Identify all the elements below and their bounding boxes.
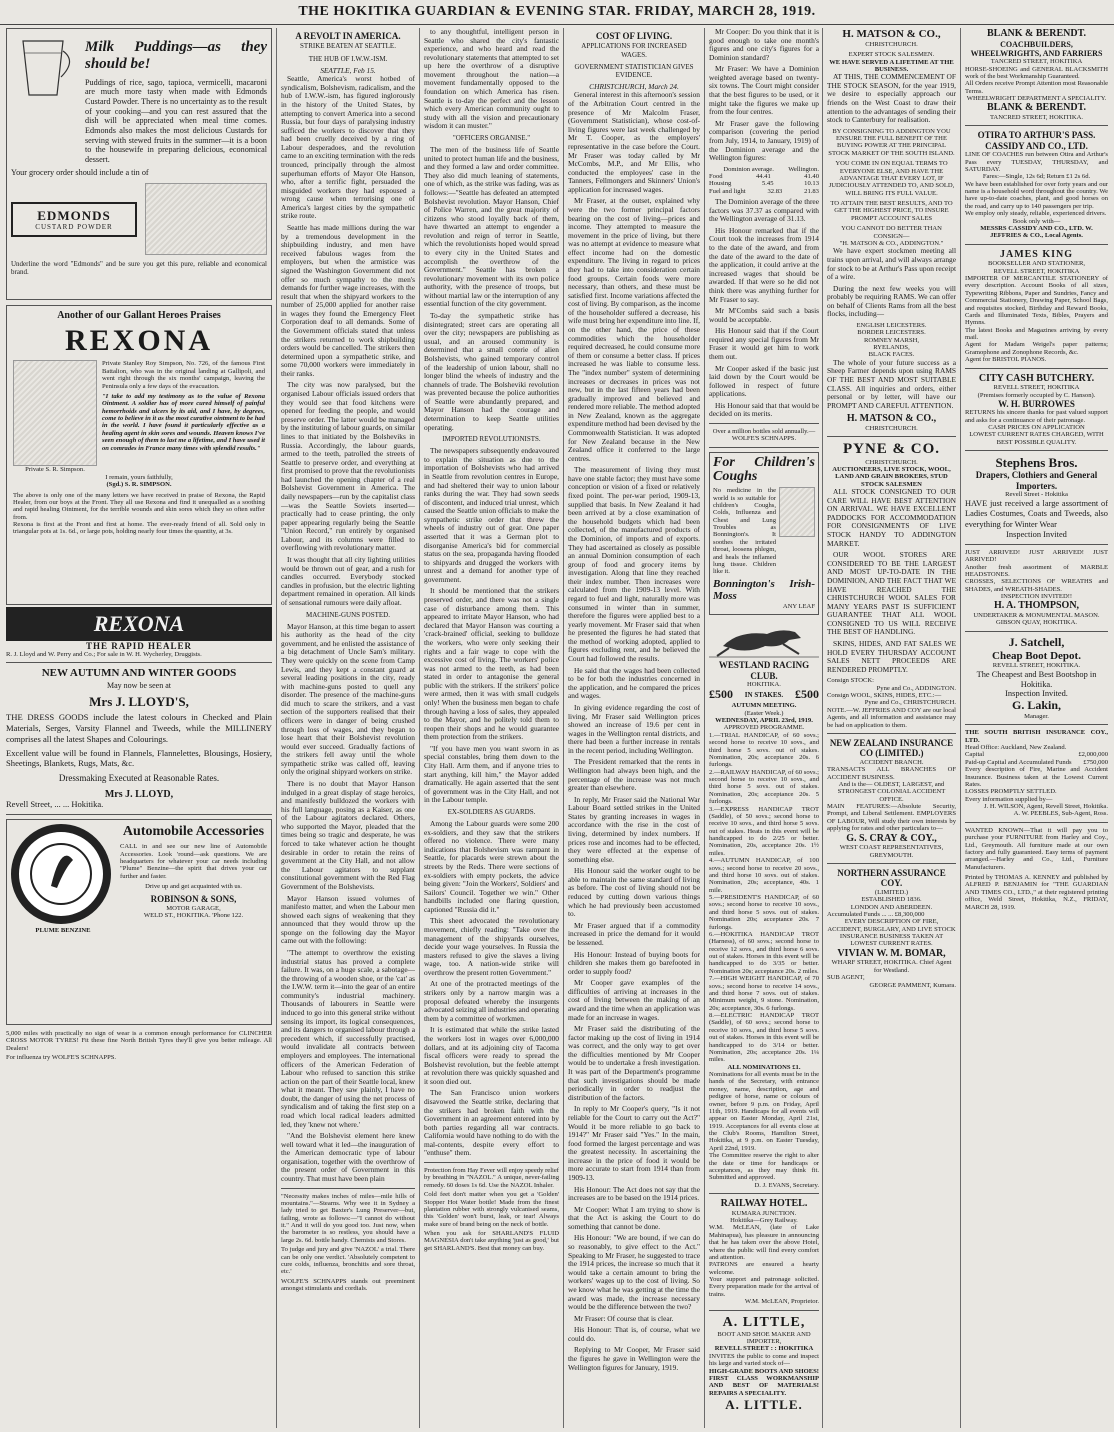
pyne-consign: Consign WOOL, SKINS, HIDES, ETC.:— [827, 692, 942, 700]
berendt-address: TANCRED STREET, HOKITIKA [990, 58, 1083, 66]
lloyd-name: Mrs J. LLOYD'S, [89, 694, 189, 710]
king-trade: BOOKSELLER AND STATIONER, [987, 260, 1086, 268]
wolfe-ad: For influenza try WOLFE'S SCHNAPPS. [6, 1054, 117, 1062]
paragraph: The Dominion average of the three factors was 37.37 as compared with the Wellington average of 31.13. [709, 197, 819, 224]
berendt-body: HORSE-SHOEING and GENERAL BLACKSMITH work of the best Workmanship Guaranteed. [965, 65, 1108, 80]
racing-terms: Nominations for all events must be in the hands of the Secretary, with entrance money, name, description, age and pedigree of horse, name or colours of owner, before 9 p.m. on Friday, April 11th, 1919. Handicaps for all events will appear on Easter Monday, April 21st, 1919. Acceptances for all events close at the Club's Rooms, Hamilton Street, Hokitika, at 9 p.m. on Easter Tuesday, April 22nd, 1919. [709, 1071, 819, 1152]
family-illustration [145, 183, 267, 255]
british-sig: J. H. WILSON, Agent, Revell Street, Hokitika. [983, 803, 1108, 811]
satchell-body: The Cheapest and Best Bootshop in Hokitika. [976, 669, 1097, 689]
little-trade: BOOT AND SHOE MAKER AND IMPORTER, [717, 1330, 811, 1346]
rexona-quote: "I take to add my testimony as to the value of Rexona Ointment. A soldier has of more cured himself of painful hemorrhoids and ulcers by its aid, and I have, by degrees, come to believe in it as the most curative ointment to be had in the world. I have found it particularly effective as a healing agent in skin sores and wounds. Heaven knows I've seen enough of them to last me a lifetime, and I have used it on comrades in France many times with splendid results." [102, 392, 266, 452]
paragraph: Mr Fraser: We have a Dominion weighted average based on twenty-six towns. The Court might consider that the best figures to be used, or it might take the figures we make up from the four centres. [709, 64, 819, 117]
otira-body: We have been established for over forty years and our name is a household word throughout the country. We have up-to-date coaches, plant, and good horses on the road, and carry up to 140 passengers per trip. [965, 180, 1108, 210]
paragraph: It should be mentioned that the strikers preserved order, and there was not a single case of disturbance among them. This appeared to irritate Mayor Hanson, who had declared that Mayor Hanson was courting a 'crack-brained' official, seeking to bulldoze the workers, who were only seeking their rights and a fair wage to cope with the excessive cost of living. The workers' police was not armed to the teeth, as had been stated in order to antagonise the general public with the strikers. If the strikers' police were armed, then it was with small cudgels only! When the business men began to chafe through having a loss of sales, they appealed to the Mayor, and he politely told them to reopen their shops and he would guarantee them protection from the strikers. [424, 586, 559, 742]
column-6 [827, 28, 956, 1426]
northern-funds: Accumulated Funds ... ... £8,300,000 [827, 910, 925, 918]
plume-body: CALL in and see our new line of Automobile Accessories. Look 'round—ask questions. We are headquarters for whatever your car needs including "Plume" Benzine—the spirit that drives your car further and faster. [120, 843, 267, 880]
rexona-ad [6, 305, 272, 605]
paragraph: Mayor Hanson, at this time began to assert his authority as the head of the city government, and he enlisted the assistance of a big detachment of Uncle Sam's military. They were quickly on the scene from Camp Lewis, and they kept a constant guard at several leading positions in the city, ready with machine-guns posted to quell any disorder. The presence of the machine-guns did much to scare the strikers, and a vast section of the supporters realised that their officers were in danger of being crushed through loss of wages, and they began to lose heart that their Bolshevist revolution would ever succeed. Gradually factions of the strikers fell away until the whole sympathetic strike was called off, leaving only the original shipyard workers on strike. [281, 621, 415, 777]
racing-event: 8.—ELECTRIC HANDICAP TROT (Saddle), of 60 sovs.; second horse to receive 10 sovs., and third horse 5 sovs. out of stakes. Horses in this event will be handicapped to do 3/14 or better. Nomination, 20s; acceptance 20s. 1¼ miles. [709, 1012, 819, 1064]
racing-nominations: ALL NOMINATIONS £1. [727, 1063, 801, 1071]
matson-block: YOU CANNOT DO BETTER THAN CONSIGN— [841, 225, 942, 240]
pyne-name: PYNE & CO. [842, 441, 941, 458]
racing-event: 2.—RAILWAY HANDICAP, of 60 sovs.; second horse to receive 10 sovs., and third horse 5 sovs. out of stakes. Nomination, 20s; acceptance 20s. 5 furlongs. [709, 768, 819, 806]
dateline: CHRISTCHURCH, March 24. [589, 81, 679, 91]
berendt-body: All Orders receive Prompt Attention most Reasonable Terms. [965, 80, 1108, 95]
paragraph: SKINS, HIDES, AND FAT SALES WE HOLD EVERY THURSDAY ACCOUNT SALES NETT PROCEEDS ARE RENDERED PROMPTLY. [827, 639, 956, 674]
nz-insurance-name: NEW ZEALAND INSURANCE CO (LIMITED.) [829, 737, 954, 759]
matson-expert: EXPERT STOCK SALESMEN. [848, 51, 935, 59]
lloyd-ad [6, 667, 272, 810]
paragraph: Mr Fraser: Of course that is clear. [574, 1313, 674, 1323]
satchell-manager: G. Lakin, [1011, 698, 1062, 713]
northern-sub: SUB AGENT, [827, 974, 865, 982]
matson-block: TO ATTAIN THE BEST RESULTS, AND TO GET THE HIGHEST PRICE, TO INSURE PROMPT ACCOUNT SALES [830, 200, 953, 222]
paragraph: His Honour remarked that if the Court took the increases from 1914 to the date of the award, and from the date of the award to the date of the application, it could arrive at the increased wages that should be awarded. If that were so he did not think there was anything further for Mr Fraser to say. [709, 225, 819, 304]
column-rule [822, 28, 823, 1428]
matson-block: BY CONSIGNING TO ADDINGTON YOU ENSURE THE FULL BENEFIT OF THE BUYING POWER AT THE PRINCIPAL STOCK MARKET OF THE SOUTH ISLAND. [828, 127, 955, 157]
racing-event: 3.—EXPRESS HANDICAP TROT (Saddle), of 50 sovs.; second horse to receive 10 sovs., and third horse 5 sovs. out of stakes. Heats in this event will be handicapped to do 2/25 or better. Nomination, 20s, acceptance 20s. 1½ miles. [709, 805, 819, 857]
article-subhead: APPLICATIONS FOR INCREASED WAGES. [581, 42, 687, 59]
racing-event: 6.—HOKITIKA HANDICAP TROT (Harness), of 60 sovs.; second horse to receive 12 sovs., and third horse 6 sovs. out of stakes. Horses in this event will be handicapped to do 3/35 or better. Nomination 20s; acceptance 20s. 2 miles. [709, 930, 819, 975]
racing-programme: APPROVED PROGRAMME. [723, 724, 805, 732]
butchery-body: LOWEST CURRENT RATES CHARGED, WITH BEST POSSIBLE QUALITY. [969, 431, 1104, 446]
paragraph: In reply to Mr Cooper's query, "Is it not reliable for the Court to carry out the Act?" Would it be more reliable to go back to 1914?" Mr Fraser said "Yes." In the main, food formed the largest percentage and was the greatest necessity. In ascertaining the increase in the price of food it would be more accurate to start from 1914 than from 1909-13. [568, 1104, 700, 1182]
column-rule [563, 28, 564, 1428]
british-name: THE SOUTH BRITISH INSURANCE COY., LTD. [965, 729, 1108, 744]
stephens-address: Revell Street - Hokitika [1005, 491, 1068, 499]
berendt-name: BLANK & BERENDT. [987, 28, 1086, 39]
racing-stakes: £500 IN STAKES. £500 [709, 687, 819, 702]
lloyd-body2: Excellent value will be found in Flannels, Flannelettes, Blousings, Hosiery, Sheetings, Blankets, Rugs, Mats, &c. [6, 747, 272, 769]
table-row: Paid-up Capital and Accumulated Funds £750,000 [965, 758, 1108, 766]
paragraph: He said that the wages had been collected to be for both the industries concerned in the application, and he compared the prices and wages. [568, 665, 700, 701]
paragraph: AT THIS, THE COMMENCEMENT OF THE STOCK SEASON, for the year 1919, we desire to especially approach our friends on the West Coast to draw their attention to the advantages of sending their stock to Canterbury for realisation. [827, 72, 956, 125]
paragraph: There is no doubt that Mayor Hanson indulged in a great display of stage heroics, and manifestly bulldozed the workers with his full language, posing as a Kaiser, as one of the Labour agitators declared. Others, who supported the Mayor, pleaded that the times being so tragic and desperate, he was forced to take whatever action he thought desirable in order to retain the reins of government at the City Hall, and not allow the Labour agitators to supplant constitutional government with the Red Flag Government of the Bolshevists. [281, 779, 415, 891]
nz-insurance-sig2: WEST COAST REPRESENTATIVES, GREYMOUTH. [839, 844, 944, 859]
satchell-address: REVELL STREET, HOKITIKA. [992, 662, 1081, 670]
paragraph: Mr M'Combs said such a basis would be acceptable. [709, 306, 819, 324]
article-subhead: THE HUB OF I.W.W.-ISM. [308, 54, 388, 63]
small-ad: When you ask for SHARLAND'S FLUID MAGNESIA don't take anything 'just as good,' but get SHARLAND'S. Best that money can buy. [424, 1230, 559, 1252]
berendt-trade: COACHBUILDERS, WHEELWRIGHTS, AND FARRIERS [970, 39, 1103, 58]
satchell-role: Manager. [1024, 712, 1049, 720]
butchery-body: CASH PRICES ON APPLICATION [988, 424, 1085, 432]
paragraph: Mr Fraser gave the following comparison (covering the period from July, 1914, to January, 1919) of the Dominion average and the Wellington figures: [709, 118, 819, 163]
racehorse-illustration [709, 620, 819, 658]
racing-event: 1.—TRIAL HANDICAP, of 60 sovs.; second horse to receive 10 sovs., and third horse 5 sovs. out of stakes. Nomination, 20s; acceptance 20s. 6 furlongs. [709, 731, 819, 769]
ram-breed: BORDER LEICESTERS. [857, 329, 926, 337]
stephens-trade: Drapers, Clothiers and General Importers. [975, 470, 1098, 491]
small-ad: "Necessity makes inches of miles—mile hills of mountains."—Stearns. Why wee it in Sydney a lady tried to get Baxter's Lung Preserver—but, failing, wrote as follows:—"I cannot do without it." And it will do you good too. Just now, when the barometer is so restless, you should have a large 2s. 6d. bottle handy. Chemists and Stores. [281, 1192, 415, 1244]
paragraph: Mr Fraser argued that if a commodity increased in price the demand for it would be lessened. [568, 920, 700, 947]
plume-address: WELD ST., HOKITIKA. 'Phone 122. [143, 912, 244, 920]
paragraph: The city was now paralysed, but the organised Labour officials issued orders that they would see that food kitchens were opened for feeding the people, and would preserve order. The latter would be managed by the instituting of labour guards, on similar lines to that initiated by the Bolsheviks in Russia. Accordingly, the labour guards, armed to the teeth, patrolled the streets of Seattle to preserve order, and everything at first promised to prove that the revolutionists had launched the opening chapter of a real Bolshevist Government in America. The daily newspapers—run by the capitalist class—was the Seattle Soviets inserted—practically had to cease printing, the only paper appearing regularly being the Seattle "Union Record," run entirely by organised Labour, and its columns were filled to overflowing with revolutionary matter. [281, 380, 415, 553]
lloyd-body: THE DRESS GOODS include the latest colours in Checked and Plain Materials, Serges, Varsity Flannel and Tweeds, while the MILLINERY comprises all the latest Shapes and Colourings. [6, 712, 272, 744]
paragraph: Mr Cooper asked if the basic just laid down by the Court would be followed in respect of future applications. [709, 363, 819, 399]
stephens-name: Stephens Bros. [995, 455, 1078, 471]
satchell-trade: Cheap Boot Depot. [992, 649, 1081, 662]
small-ad: To judge and jury and give 'NAZOL' a trial. There can be only one verdict. 'Absolutely competent to cure colds, influenza, bronchitis and sore throat, etc.' [281, 1246, 415, 1276]
otira-name: OTIRA TO ARTHUR'S PASS. CASSIDY AND CO., LTD. [977, 130, 1096, 151]
otira-body: We employ only steady, reliable, experienced drivers. [965, 210, 1107, 218]
paragraph: At one of the protracted meetings of the strikers only by a narrow margin was a proposal defeated whereby the insurgents advocated seizing all industries and operating them by a committee of workmen. [424, 979, 559, 1023]
racing-event: 4.—AUTUMN HANDICAP, of 100 sovs.; second horse to receive 20 sovs., and third horse 10 sovs. out of stakes. Nomination, 20s; acceptance, 40s. 1 mile. [709, 857, 819, 894]
matson-block: "H. MATSON & CO., ADDINGTON." [839, 239, 944, 247]
printer-imprint: Printed by THOMAS A. KENNEY and published by ALFRED P. BENJAMIN for "THE GUARDIAN AND TIMES CO., LTD.," at their registered printing office, Weld Street, Hokitika, N.Z., FRIDAY, MARCH 28, 1919. [965, 874, 1108, 911]
racing-meeting-note: (Easter Week.) [744, 709, 784, 717]
plume-firm: ROBINSON & SONS, [150, 894, 237, 905]
king-address: REVELL STREET, HOKITIKA [993, 267, 1080, 275]
column-rule [419, 28, 420, 1428]
paragraph: His Honour: That is, of course, what we could do. [568, 1325, 700, 1343]
edmonds-ad [6, 28, 272, 300]
racing-club: WESTLAND RACING CLUB. [718, 660, 810, 681]
railway-sub2: Hokitika—Grey Railway. [730, 1217, 798, 1224]
king-body: IMPORTER OF MERCANTILE STATIONERY of every description. Account Books of all sizes, Typewriting Ribbons, Paper and Sundries, Fancy and Commercial Stationery, Drawing Paper, School Bags, and requisites stocked, Birthday and Reward Books, Cards and Illuminated Texts, Bibles, Prayers and Hymns. [965, 275, 1108, 327]
otira-sig: MESSRS CASSIDY AND CO., LTD. W. JEFFRIES & CO., Local Agents. [980, 224, 1093, 240]
ram-breed: ROMNEY MARSH, [863, 336, 920, 344]
matson-name: H. MATSON & CO., [842, 28, 941, 40]
paragraph: His Honour: "We are bound, if we can do so reasonably, to give effect to the Act." Speaking to Mr Fraser, he suggested to trace the 1914 prices, the increase so much that it would take a certain amount to bring the workers' wages up to the cost of living. So we know what he was getting at the time the award was made, the increase necessary would be the difference between the two? [568, 1233, 700, 1312]
butchery-body: RETURNS his sincere thanks for past valued support and asks for a continuance of their patronage. [965, 409, 1108, 424]
section-heading: "OFFICERS ORGANISE." [452, 133, 531, 142]
paragraph: Mr Fraser, at the outset, explained why were the two former principal factors bearing on the cost of living—prices and income. They attempted to measure the movement in the price of living, but there was no attempt at evidence to measure what effect income had on the domestic expenditure. The living in regard to prices they had to take into consideration certain food groups. Certain foods were more necessary, than others, and these must be satisfied first. Income variations affected the cost of living. By comparison, as the income of the householder suffered a decrease, his wife must bring her expenditure into line. If, on the other hand, the price of these commodities which the householder required decreased, he could consume more of them or consume a better class. If prices increased he was liable to consume less. The "index number" system of determining increases or decreases in prices was not new, but in the last fifteen years had been gradually improved and believed and rendered more reliable. The method adopted in New Zealand, known as the aggregate expenditure method had been devised by the Commonwealth Statistician. It was adopted for New Zealand because in the New Zealand office it conferred to the large centres. [568, 196, 700, 463]
thompson-body: CROSSES, SELECTIONS OF WREATHS and SHADES, and WREATH-SHADES. [965, 578, 1108, 593]
matson-sig: H. MATSON & CO., [846, 413, 937, 425]
plume-badge-text: PLUME BENZINE [35, 926, 91, 934]
railway-sub: KUMARA JUNCTION. [731, 1209, 797, 1217]
paragraph: Mr Fraser said the distributing of the factor making up the cost of living in 1914 was correct, and the only way to get over the difficulties mentioned by Mr Cooper would be to undertake a fresh investigation. It was part of the Department's programme that such investigations should be made periodically in order to readjust the distribution of the factors. [568, 1024, 700, 1102]
british-hq: Head Office: Auckland, New Zealand. [965, 744, 1067, 752]
paragraph: We have expert stockmen meeting all trains upon arrival, and will always arrange for stock to be at Arthur's Pass upon receipt of a wire. [827, 246, 956, 282]
table-row: Fuel and light 32.83 21.83 [709, 187, 819, 195]
pyne-town: CHRISTCHURCH. [865, 458, 918, 466]
stephens-body2: Inspection Invited [1006, 530, 1067, 540]
racing-terms: The Committee reserve the right to alter the date or time for handicaps or acceptances, as they may think fit. Submitted and approved. [709, 1152, 819, 1182]
nz-insurance-dept: ACCIDENT BRANCH. [859, 758, 924, 766]
thompson-body: Another fresh assortment of MARBLE HEADSTONES. [965, 563, 1108, 578]
racing-secretary: D. J. EVANS, Secretary. [754, 1181, 819, 1189]
nz-insurance-body: MAIN FEATURES:—Absolute Security, Prompt, and Liberal Settlement. EMPLOYERS OF LABOUR, Will study their own interests by applying for rates and other particulars to— [827, 803, 956, 833]
column-3 [424, 28, 559, 1426]
rexona-tagline: THE RAPID HEALER [85, 640, 192, 651]
racing-event: 7.—HIGH WEIGHT HANDICAP, of 70 sovs.; second horse to receive 14 sovs., and third horse 7 sovs. out of stakes. Minimum weight, 9 stone. Nomination, 20s; acceptance, 30s. 6 furlongs. [709, 975, 819, 1012]
plume-cta: Drive up and get acquainted with us. [145, 883, 242, 891]
wolfe-ad: Over a million bottles sold annually.—WOLFE'S SCHNAPPS. [712, 428, 816, 443]
rexona-price: Rexona is first at the Front and first at home. The ever-ready friend of all. Sold only in triangular pots at 1s. 6d., or large pots, holding nearly four times the quantity, at 3s. [13, 521, 265, 536]
pyne-sig: Pyne and Co., ADDINGTON. [876, 684, 956, 692]
rexona-kicker: Another of our Gallant Heroes Praises [57, 310, 221, 321]
table-row: Food 44.41 41.40 [709, 173, 819, 181]
thompson-body: INSPECTION INVITED!! [1000, 593, 1073, 601]
king-name: JAMES KING [999, 248, 1074, 260]
column-5 [709, 28, 819, 1426]
nz-insurance-body: TRANSACTS ALL BRANCHES OF ACCIDENT BUSINESS. [827, 766, 956, 781]
butchery-address: REVELL STREET, HOKITIKA [993, 384, 1080, 392]
butchery-sig: W. H. BURROWES [998, 398, 1075, 409]
rexona-signature: (Sgd.) S. R. SIMPSON. [106, 481, 172, 489]
paragraph: The newspapers subsequently endeavoured to explain the situation as due to the importation of Bolshevists who had arrived in Seattle from revolution centres in Europe, and had sheltered their way to union labour ranks during the war. They had sown seeds of discontent, and induced trial unrest, which caused the Seattle union officials to make the sympathetic strike order that threw the wheels of industry out of gear. One paper asserted that it was a German plot to disorganise America's bid for commercial status on the sea, propaganda having flooded to shipyards and drugged the workers with unrest and a demand for another type of government. [424, 446, 559, 584]
racing-event: 5.—PRESIDENT'S HANDICAP, of 60 sovs.; second horse to receive 10 sovs., and third horse 5 sovs. out of stakes. Nomination 20s; acceptance 20s. 7 furlongs. [709, 894, 819, 931]
column-2 [281, 28, 415, 1426]
paragraph: ALL STOCK CONSIGNED TO OUR CARE WILL HAVE BEST ATTENTION ON ARRIVAL. WE HAVE EXCELLENT PADDOCKS FOR ACCOMMODATION FOR CONSIGNMENTS OF LIVE STOCK HANDY TO ADDINGTON MARKET. [827, 487, 956, 548]
small-ad: WOLFE'S SCHNAPPS stands out preeminent amongst stimulants and cordials. [281, 1277, 415, 1293]
railway-body: W.M. McLEAN, (late of Lake Mahinapua), has pleasure in announcing that he has taken over the above Hotel, where the public will find every comfort and attention. [709, 1224, 819, 1261]
milk-headline: Milk Puddings—as they should be! [85, 39, 267, 73]
paragraph: The measurement of living they must have one stable factor; they must have some conception or vision of a fixed or relatively fixed point. The per-war period, 1909-13, supplied that basis. In New Zealand it had been arrived at by a close examination of the household budgets which had been collected, of the manufactured products of the Dominion, of imports and of exports. They had ascertained as closely as possible an annual Dominion consumption of each group of food and grocery items by investigation. Along that line they reached their index number. Then increases were calculated from the 1909-13 level. With regard to fuel and light, naturally more was consumed in winter than in summer, therefore the figures were applied best to a yearly movement. Mr Fraser said that when he presented the figures he had stated that the method of working adopted, applied to figures excluding rent, and he believed the Court had followed the results. [568, 465, 700, 664]
plume-kind: MOTOR GARAGE, [166, 904, 221, 912]
paragraph: His Honour said that that would be decided on its merits. [709, 400, 819, 419]
rexona-closing: I remain, yours faithfully, [105, 473, 173, 481]
column-4 [568, 28, 700, 1426]
column-rule [276, 28, 277, 1428]
bonnington-brand: Bonnington's Irish-Moss [713, 577, 815, 603]
masthead: THE HOKITIKA GUARDIAN & EVENING STAR. FRIDAY, MARCH 28, 1919. [0, 0, 1114, 25]
otira-fares: Fares:—Single, 12s 6d; Return £1 2s 6d. [982, 173, 1091, 181]
article-headline: COST OF LIVING. [595, 31, 673, 41]
rexona-intro: Private Stanley Roy Simpson, No. 726, of the famous First Battalion, who was in the original landing at Gallipoli, and went right through the six months' campaign, leaving the Peninsula only a few days of the evacuation. [102, 360, 265, 390]
small-ad: Protection from Hay Fever will enjoy speedy relief by breathing in "NAZOL." A unique, never-failing remedy. 60 doses 1s 6d. Use the NAZOL Inhaler. [424, 1167, 559, 1189]
little-name: A. LITTLE, [722, 1314, 806, 1330]
article-subhead: GOVERNMENT STATISTICIAN GIVES EVIDENCE. [574, 62, 694, 79]
ram-breed: RYELANDS, [873, 344, 910, 352]
paragraph: This sheet advocated the revolutionary movement, chiefly reading: "Take over the management of the shipyards ourselves, decide your wage yourselves. In Russia the masters refused to give the slaves a living wage, too. A nation-wide strike will overthrow the present rotten Government." [424, 916, 559, 977]
milk-body: Puddings of rice, sago, tapioca, vermicelli, macaroni are much more tasty when made with Edmonds Custard Powder. There is no uncertainty as to the result of your cooking—and you can rest assured that the dish will be appreciated when meal time comes. Edmonds also makes the most delicious Custards for serving with stewed fruits in the summer—it is a boon to the housewife in preparing delicious, economical dessert. [85, 77, 267, 165]
berendt-sig2: TANCRED STREET, HOKITIKA. [989, 113, 1084, 121]
thompson-sig: H. A. THOMPSON, [993, 600, 1080, 612]
article-headline: A REVOLT IN AMERICA. [295, 31, 401, 41]
pyne-consign: Consign STOCK: [827, 677, 874, 685]
northern-ltd: (LIMITED.) [874, 888, 909, 896]
paragraph: Among the Labour guards were some 200 ex-soldiers, and they saw that the strikers offered no violence. There were many indications that Bolshevism was rampant in Seattle, for placards were strewn about the streets by the Reds. There were sections of ex-soldiers with empty pockets, the advice being given: "Join the Workers', Soldiers' and Sailors' Council. Together we win." Other handbills included one flaring question, captioned "Russia did it." [424, 819, 559, 914]
little-sig: A. LITTLE. [725, 1397, 803, 1413]
matson-sig2: CHRISTCHURCH. [865, 424, 918, 432]
butchery-name: CITY CASH BUTCHERY. [978, 372, 1095, 384]
lloyd-headline: NEW AUTUMN AND WINTER GOODS [41, 667, 237, 680]
little-body: INVITES the public to come and inspect his large and varied stock of— [709, 1352, 819, 1368]
paragraph: It was thought that all city lighting utilities would be thrown out of gear, and a rush for candles occurred. Everybody stocked candles in profusion, but the electric lighting department remained in operation. All kinds of sensational rumours were daily afloat. [281, 555, 415, 607]
railway-body3: Your support and patronage solicited. Every preparation made for the arrival of trains. [709, 1276, 819, 1298]
table-row: Capital £2,000,000 [965, 751, 1108, 759]
plume-headline: Automobile Accessories [122, 823, 265, 839]
table-header: Dominion average. Wellington. [723, 165, 819, 173]
section-heading: MACHINE-GUNS POSTED. [305, 610, 390, 619]
paragraph: His Honour said the worker ought to be able to maintain the same standard of living as before. The cost of living should not be reduced by cutting down various things which he had previously been accustomed to. [568, 866, 700, 919]
matson-served: WE HAVE SERVED A LIFETIME AT THE BUSINESS. [829, 58, 954, 73]
section-heading: IMPORTED REVOLUTIONISTS. [442, 435, 541, 444]
price-table [709, 166, 819, 196]
northern-body: EVERY DESCRIPTION OF FIRE, ACCIDENT, BURGLARY, AND LIVE STOCK INSURANCE BUSINESS TAKEN AT LOWEST CURRENT RATES. [827, 918, 956, 948]
nz-insurance-sig: G. S. CRAY & COY., [846, 832, 937, 844]
bonnington-headline: For Children's Coughs [713, 454, 815, 485]
rexona-agents: R. J. Lloyd and W. Perry and Co.; For sale in W. H. Wycherley, Druggists. [6, 650, 202, 658]
otira-body: LINE OF COACHES run between Otira and Arthur's Pass every TUESDAY, THURSDAY, and SATURDAY. [965, 151, 1108, 173]
racing-town: HOKITIKA. [747, 681, 781, 688]
column-1 [6, 28, 272, 1426]
paragraph: His Honour: The Act does not say that the increases are to be based on the 1914 prices. [568, 1184, 700, 1203]
pyne-trade: AUCTIONEERS, LIVE STOCK, WOOL, LAND AND GRAIN BROKERS, STUD STOCK SALESMEN [832, 466, 951, 488]
racing-date: WEDNESDAY, APRIL 23rd, 1919. [715, 717, 813, 725]
matson-town: CHRISTCHURCH. [865, 40, 918, 48]
satchell-name: J. Satchell, [1008, 634, 1065, 649]
soldier-portrait [13, 360, 97, 466]
rexona-logo: REXONA [6, 607, 272, 641]
bonnington-tag: ANY LEAF [782, 603, 815, 611]
milk-order: Your grocery order should include a tin of [11, 167, 149, 177]
nz-insurance-body: And is the— OLDEST, LARGEST, and STRONGEST COLONIAL ACCIDENT OFFICE. [837, 780, 946, 803]
paragraph: The San Francisco union workers disavowed the Seattle strike, declaring that the strikers had broken faith with the Government in an agreement entered into by both parties regarding all war contracts. California would have nothing to do with the mal-contents, despite every effort to "enthuse" them. [424, 1088, 559, 1158]
northern-city: LONDON AND ABERDEEN. [850, 903, 933, 911]
pyne-note: NOTE.—W. JEFFRIES AND COY are our local Agents, and all information and assistance may be had on application to them. [827, 706, 956, 729]
thompson-arrived: JUST ARRIVED! JUST ARRIVED! JUST ARRIVED! [965, 548, 1108, 564]
paragraph: The whole of your future success as a Sheep Farmer depends upon using RAMS OF THE BEST AND MOST SUITABLE CLASS. All inquiries and orders, either personal or by letter, will have our PROMPT AND CAREFUL ATTENTION. [827, 357, 956, 410]
bonnington-text: No medicine in the world is so suitable for children's Coughs, Colds, Influenza and Chest and Lung Troubles as Bonnington's. It soothes the irritated throat, loosens phlegm, and heals the inflamed lung tissue. Children like it. [713, 487, 776, 576]
british-body: LOSSES PROMPTLY SETTLED. [965, 788, 1057, 796]
butchery-prev: (Premises formerly occupied by C. Hanson). [977, 391, 1096, 399]
thompson-trade: UNDERTAKER & MONUMENTAL MASON. [973, 612, 1100, 620]
paragraph: Mr Cooper gave examples of the difficulties of arriving at increases in the cost of living between the making of an award and the time when an application was made for an increase in wages. [568, 978, 700, 1022]
plume-badge [11, 824, 111, 924]
british-body: Every description of Fire, Marine and Accident Insurance. Business taken at the Lowest Current Rates. [965, 766, 1108, 788]
paragraph: "If you have men you want sworn in as special constables, bring them down to the City Hall. Arm them, and if anyone tries to start anything, kill him," the Mayor added dramatically. He again asserted that the sent of government was in the City Hall, and not in the Labour temple. [424, 743, 559, 805]
stephens-body: HAVE just received a large assortment of Ladies Costumes, Coats and Tweeds, also everything for Winter Wear [965, 498, 1108, 529]
paragraph: His Honour: Instead of buying boots for children she makes them go barefooted in order to supply food? [568, 949, 700, 976]
little-address: REVELL STREET : : HOKITIKA [714, 1345, 814, 1353]
railway-headline: RAILWAY HOTEL. [720, 1198, 808, 1210]
northern-sig2: WHARF STREET, HOKITIKA. Chief Agent for Westland. [831, 959, 952, 974]
wanted-ad: WANTED KNOWN—That it will pay you to purchase your FURNITURE from Harley and Coy., Ltd., Greymouth. All furniture made at our own factory and fully guaranteed. Easy terms of payment arranged.—Harley and Co., Ltd., Furniture Manufacturers. [965, 826, 1108, 871]
column-rule [960, 28, 961, 1428]
paragraph: to any thoughtful, intelligent person in Seattle who shared the city's fantastic experience, and who heard and read the revolutionary statements that attempted to set up here the overthrow of a disruptive movement throughout the nation—a movement fundamentally opposed to the foundation on which America has risen. Seattle is to-day the perfect and the lesson which every American community ought to study with all the vision and precautionary wisdom it can muster." [424, 28, 559, 131]
paragraph: Mr Cooper: What I am trying to show is that the Act is asking the Court to do something that cannot be done. [568, 1204, 700, 1231]
paragraph: The men of the business life of Seattle united to protect human life and the business, and they formed a law and order committee. They also did much leaning of statements, one of which, as the strike was fading, was as follows:—"Seattle has defeated an attempted Bolshevist revolution. Mayor Hanson, Chief of Police Warren, and the great majority of citizens who stood loyally back of them, have thwarted an attempt to engender a revolution and reign of terror in Seattle, which the revolutionists hoped would spread to every city in the United States and accomplish the overthrow of the Government." Seattle has broken a revolutionary movement with its own police authority, with the presence of troops, but without martial law or the interruption of any essential function of the city government. [424, 145, 559, 309]
edmonds-product: CUSTARD POWDER [35, 222, 113, 231]
ram-breed: ENGLISH LEICESTERS. [856, 321, 927, 329]
lloyd-sub: May now be seen at [107, 681, 171, 691]
paragraph: Replying to Mr Cooper, Mr Fraser said the figures he gave in Wellington were the Wellington figures for January, 1919. [568, 1345, 700, 1372]
paragraph: Seattle has made millions during the war by a tremendous development in the shipbuilding industry, and men have received fabulous wages from the employers, but when the armistice was signed the Washington Government did not offer so much sympathy to the men's demands for further wage increases, with the result that when the shipyard workers to the number of 25,000 applied for another raise in wages they found the Emergency Fleet Corporation deaf to all demands. Some of the Government officials stated that unless the strikers returned to work shipbuilding orders would be cancelled. The strikers then determined upon a sympathetic strike, and some 70,000 workers were immediately in their ranks. [281, 223, 415, 378]
dateline: SEATTLE, Feb 15. [320, 65, 376, 75]
lloyd-dress: Dressmaking Executed at Reasonable Rates. [58, 773, 220, 784]
portrait-caption: Private S. R. Simpson. [25, 466, 85, 474]
king-body: Agent for Madam Weigel's paper patterns; Gramophone and Zonophone Records, &c. [965, 341, 1108, 356]
railway-body2: PATRONS are ensured a hearty welcome. [709, 1261, 819, 1276]
paragraph: To-day the sympathetic strike has disintegrated; street cars are operating all over the city; newspapers are publishing as usual, and an aroused community is determined that a small coterie of alien Bolshevists, who gained temporary control of the leadership of union labour, shall no longer blind the wheels of industry and the channels of trade. The Bolsheviki revolution was prevented because the police authorities of Seattle were abundantly prepared, and Mayor Hanson had the courage and determination to keep Seattle utilities operating. [424, 311, 559, 432]
rexona-brand: REXONA [64, 323, 213, 357]
northern-sub2: GEORGE PAMMENT, Kumara. [869, 981, 956, 989]
paragraph: It is estimated that while the strike lasted the workers lost in wages over 6,000,000 dollars, and at its adjoining city of Tacoma fiscal officers were ready to spread the Bolshevist revolution, but the feeble attempt at revolution there was quickly squashed and it soon died out. [424, 1025, 559, 1086]
paragraph: OUR WOOL STORES ARE CONSIDERED TO BE THE LARGEST AND MOST UP-TO-DATE IN THE DOMINION, AND THE FACT THAT WE HAVE REACHED THE CHRISTCHURCH WOOL SALES FOR MANY YEARS PAST IS SUFFICIENT GUARANTEE THAT ALL WOOL CONSIGNED TO US WILL RECEIVE THE BEST OF HANDLING. [827, 550, 956, 637]
berendt-sig: BLANK & BERENDT. [987, 102, 1086, 114]
northern-name: NORTHERN ASSURANCE COY. [837, 867, 946, 889]
bonnington-ad [709, 452, 819, 615]
paragraph: During the next few weeks you will probably be requiring RAMS. We can offer on behalf of Clients Rams from all the best flocks, including— [827, 283, 956, 319]
paragraph: The President remarked that the rents in Wellington had always been high, and the percentage of the increase was not much greater than elsewhere. [568, 757, 700, 793]
section-heading: EX-SOLDIERS AS GUARDS. [447, 807, 536, 816]
paragraph: His Honour said that if the Court required any special figures from Mr Fraser it would get him to work them out. [709, 326, 819, 361]
custard-jug-illustration [11, 33, 81, 103]
northern-est: ESTABLISHED 1836. [861, 896, 922, 904]
paragraph: Seattle, America's worst hotbed of syndicalism, Bolshevism, radicalism, and the hub of I.W.W.-ism, has figured inglorously in the history of the United States, by attempting to convert America into a second Russia, but four days of paralysing industry sufficed the workers to discover that they had been cruelly deceived by a ring of Labour desperadoes, and the revolution came to an exciting termination with the reds trounced, principally through the almost superhuman efforts of Mayor Ole Hanson, who, after a terrific fight, persuaded the misguided workers they had espoused a wrong cause when terrorising one of America's largest cities by the sympathetic strike route. [281, 74, 415, 221]
pyne-sig: Pyne and Co., CHRISTCHURCH. [864, 699, 956, 707]
lloyd-address: Revell Street, ... ... Hokitika. [6, 799, 104, 810]
tyres-ad: 5,000 miles with practically no sign of wear is a common enough performance for CLINCHER CROSS MOTOR TYRES! Fit these fine North British Tyres they'll give you better mileage. All Dealers! [6, 1029, 272, 1052]
racing-meeting: AUTUMN MEETING. [731, 702, 797, 710]
berendt-body: WHEELWRIGHT DEPARTMENT A SPECIALITY. [966, 95, 1107, 102]
column-rule [704, 28, 705, 1428]
paragraph: Mr Cooper: Do you think that it is good enough to take one month's figures and one city's figures for a Dominion standard? [709, 28, 819, 62]
satchell-body2: Inspection Invited. [1005, 689, 1068, 699]
ram-breed: BLACK FACES. [868, 351, 915, 359]
edmonds-brand: EDMONDS [37, 207, 111, 223]
matson-block: YOU COME IN ON EQUAL TERMS TO EVERYONE ELSE, AND HAVE THE ADVANTAGE THAT EVERY LOT, IF JUDICIOUSLY ATTENDED TO, AND SOLD, WILL BRING ITS FULL VALUE. [828, 160, 955, 197]
little-body2: HIGH-GRADE BOOTS AND SHOES! FIRST CLASS WORKMANSHIP AND BEST OF MATERIALS! REPAIRS A SPECIALITY. [709, 1367, 819, 1397]
paragraph: Mayor Hanson issued volumes of manifesto matter, and when the Labour men showed each signs of weakening that they announced that they would throw up the sponge on the following day the Mayor came out with the following: [281, 893, 415, 946]
thompson-address: GIBSON QUAY, HOKITIKA. [996, 619, 1077, 627]
paragraph: "And the Bolshevist element here knew well toward what it led—the inauguration of the American democratic type of labour organisation, together with the overthrow of the present order of Government in this country. That must have been plain [281, 1131, 415, 1184]
paragraph: In giving evidence regarding the cost of living, Mr Fraser said Wellington prices showed an increase of 19.6 per cent in wages in the Wellington rental districts, and there had been a further increase in rentals in the recent period, including Wellington. [568, 702, 700, 755]
paragraph: "The attempt to overthrow the existing industrial status has proved a complete failure. It was, on a huge scale, a sabotage—the throwing of a wooden shoe, or the 'cat' as the I.W.W. term it—into the gear of an entire community's industrial machinery. Thousands of labourers in Seattle were induced to go into this general strike without sensing its import, its logical consequences, and its dangers to organised labour through a precedent which, if successfully practised, would invalidate all contracts between employers and employees. The international officers of the American Federation of Labour who refused to sanction this strike action on the part of their Seattle local, knew what it meant. They saw plainly, I have no doubt, the danger of using the net process of syndicalism and of taking the first step on a road which local radical leaders admitted led, they 'knew not where.' [281, 948, 415, 1129]
paragraph: General interest in this afternoon's session of the Arbitration Court centred in the presence of Mr Malcolm Fraser, (Government Statistician), whose cost-of-living figures were last week challenged by Mr T. Cooper, as the employers' representative in the case before the Court. Mr Fraser was today called by Mr McCombs, M.P., and Mr Ellis, who conducted the employees' case in the Tanners, Fellmongers and Skinners' Union's application for increased wages. [568, 90, 700, 194]
child-illustration [779, 487, 815, 537]
article-subhead: STRIKE BEATEN AT SEATTLE. [300, 42, 396, 51]
paragraph: In reply, Mr Fraser said the National War Labour Board settled strikes in the United States by granting increases in wages in accordance with the rise in the cost of living, determined by index numbers. If prices rose and incomes had to be effected, they were effected at the expense of something else. [568, 794, 700, 864]
edmonds-footer: Underline the word "Edmonds" and be sure you get this pure, reliable and economical brand. [11, 260, 267, 277]
rexona-note: The above is only one of the many letters we have received in praise of Rexona, the Rapid Healer, from our boys at the Front. They all use Rexona and find it unequalled as a soothing and rapid healing Ointment, for the terrible wounds and skin sores which they so often suffer from. [13, 491, 265, 521]
column-7 [965, 28, 1108, 1426]
railway-sig: W.M. McLEAN, Proprietor. [744, 1298, 819, 1306]
table-row: Housing 5.45 10.13 [709, 180, 819, 188]
king-body: Agent for BRISTOL PIANOS. [965, 356, 1047, 364]
lloyd-sign: Mrs J. LLOYD, [104, 788, 174, 800]
plume-ad [6, 819, 272, 1025]
otira-book: Book only with— [1012, 217, 1061, 225]
british-sig2: A. W. PEEBLES, Sub-Agent, Ross. [1013, 810, 1108, 818]
king-body: The latest Books and Magazines arriving by every mail. [965, 326, 1108, 342]
british-body: Every information supplied by— [965, 795, 1053, 803]
northern-sig: VIVIAN W. M. BOMAR, [837, 947, 946, 959]
small-ad: Cold feet don't matter when you get a 'Golden' Stopper Hot Water bottle! Made from the finest plantation rubber with strongly vulcanised seams, this 'Golden' won't burst, leak, or tear! Always make sure of brand being on the neck of bottle. [424, 1191, 559, 1228]
